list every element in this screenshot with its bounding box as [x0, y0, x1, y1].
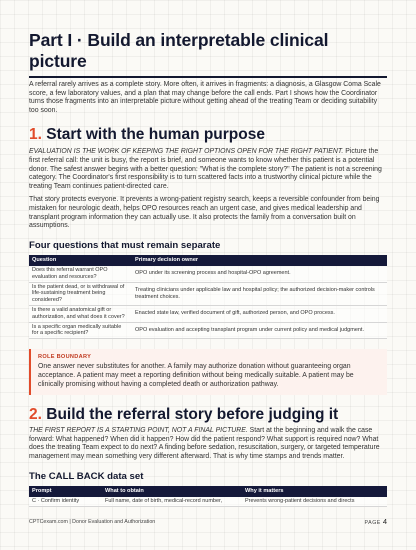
table-row	[29, 266, 387, 282]
section-2-title: Build the referral story before judging it	[46, 406, 339, 424]
table-cell-owner: Enacted state law, verified document of gift, authorized person, and OPO process.	[132, 305, 387, 322]
table-row	[29, 305, 387, 322]
table-cell-owner: OPO under its screening process and hospital-OPO agreement.	[132, 266, 387, 282]
table-cell-why: Prevents wrong-patient decisions and directs	[242, 497, 387, 507]
role-boundary-callout	[29, 349, 387, 395]
footer-page-label: PAGE	[364, 520, 381, 526]
footer-source: CPTCexam.com | Donor Evaluation and Authorization	[29, 519, 156, 525]
section-2-number: 2.	[29, 406, 42, 424]
title-rule	[29, 76, 387, 78]
intro-paragraph: A referral rarely arrives as a complete story. More often, it arrives in fragments: a diagnosis, a Glasgow Coma Scale score, a few laboratory values, and a plan that may change before the call ends. Part I shows how the Coordinator turns those fragments into an interpretable picture without getting ahead of the treating Team or deciding suitability too soon.	[29, 81, 381, 114]
section-2-lead: THE FIRST REPORT IS A STARTING POINT, NOT A FINAL PICTURE.	[29, 427, 248, 435]
table-1-header-owner: Primary decision owner	[132, 255, 387, 266]
section-1-lead: EVALUATION IS THE WORK OF KEEPING THE RIGHT OPTIONS OPEN FOR THE RIGHT PATIENT.	[29, 148, 344, 156]
table-cell-obtain: Full name, date of birth, medical-record number,	[102, 497, 242, 507]
section-2-paragraph-1	[29, 427, 387, 461]
table-1-header-question: Question	[29, 255, 132, 266]
section-1-number: 1.	[29, 126, 42, 144]
section-1-heading	[29, 125, 387, 144]
callout-text: One answer never substitutes for another. A family may authorize donation without guaranteeing organ acceptance. A patient may meet a reporting definition without being medically suitable. A patient may be clinically promising without having a completed death or authorization pathway.	[38, 363, 354, 388]
table-cell-question: Is a specific organ medically suitable for a specific recipient?	[29, 322, 132, 339]
call-back-table	[29, 486, 387, 507]
callout-label: ROLE BOUNDARY	[38, 354, 92, 361]
section-1-body: Picture the first referral call: the unit is busy, the report is brief, and someone wants to know whether this patient is a potential donor. The safest answer begins with a better question: "What is the complete story?" The patient is not a screening category. The Coordinator's first responsibility is to turn scattered facts into a trustworthy clinical picture while the treating Team continues patient-directed care.	[29, 148, 382, 190]
table-cell-prompt: C · Confirm identity	[29, 497, 102, 507]
footer-page-number: 4	[382, 517, 387, 526]
table-cell-owner: OPO evaluation and accepting transplant program under current policy and medical judgment.	[132, 322, 387, 339]
table-row	[29, 282, 387, 305]
table-row	[29, 322, 387, 339]
footer-page	[365, 517, 387, 526]
table-2-header-prompt: Prompt	[29, 486, 102, 497]
table-row	[29, 497, 387, 507]
section-1-title: Start with the human purpose	[46, 126, 265, 144]
section-1-paragraph-1	[29, 148, 387, 191]
part-title: Part I · Build an interpretable clinical picture	[29, 30, 329, 71]
page-content	[29, 30, 387, 507]
table-cell-owner: Treating clinicians under applicable law and hospital policy; the authorized decision-maker controls treatment choices.	[132, 282, 387, 305]
table-cell-question: Is there a valid anatomical gift or authorization, and what does it cover?	[29, 305, 132, 322]
decision-owner-table	[29, 255, 387, 340]
table-1-title: Four questions that must remain separate	[29, 239, 221, 251]
table-2-header-obtain: What to obtain	[102, 486, 242, 497]
section-1-paragraph-2: That story protects everyone. It prevents a wrong-patient registry search, keeps a reversible confounder from being mistaken for neurologic death, helps OPO resources reach an urgent case, and gives medical leadership and transplant program information they can actually use. It also protects the family from a conversation built on assumptions.	[29, 196, 380, 230]
table-2-title: The CALL BACK data set	[29, 470, 144, 482]
table-2-header-why: Why it matters	[242, 486, 387, 497]
table-cell-question: Does this referral warrant OPO evaluation and resources?	[29, 266, 132, 282]
section-2-heading	[29, 405, 387, 424]
section-2-body: Start at the beginning and walk the case forward: What happened? When did it happen? How did the patient respond? What support is required now? What does the treating Team expect to do next? A finding before sedation, resuscitation, surgery, or targeted temperature management may mean something very different afterward. That is why time stamps and trends matter.	[29, 427, 380, 460]
table-cell-question: Is the patient dead, or is withdrawal of life-sustaining treatment being considered?	[29, 282, 132, 305]
